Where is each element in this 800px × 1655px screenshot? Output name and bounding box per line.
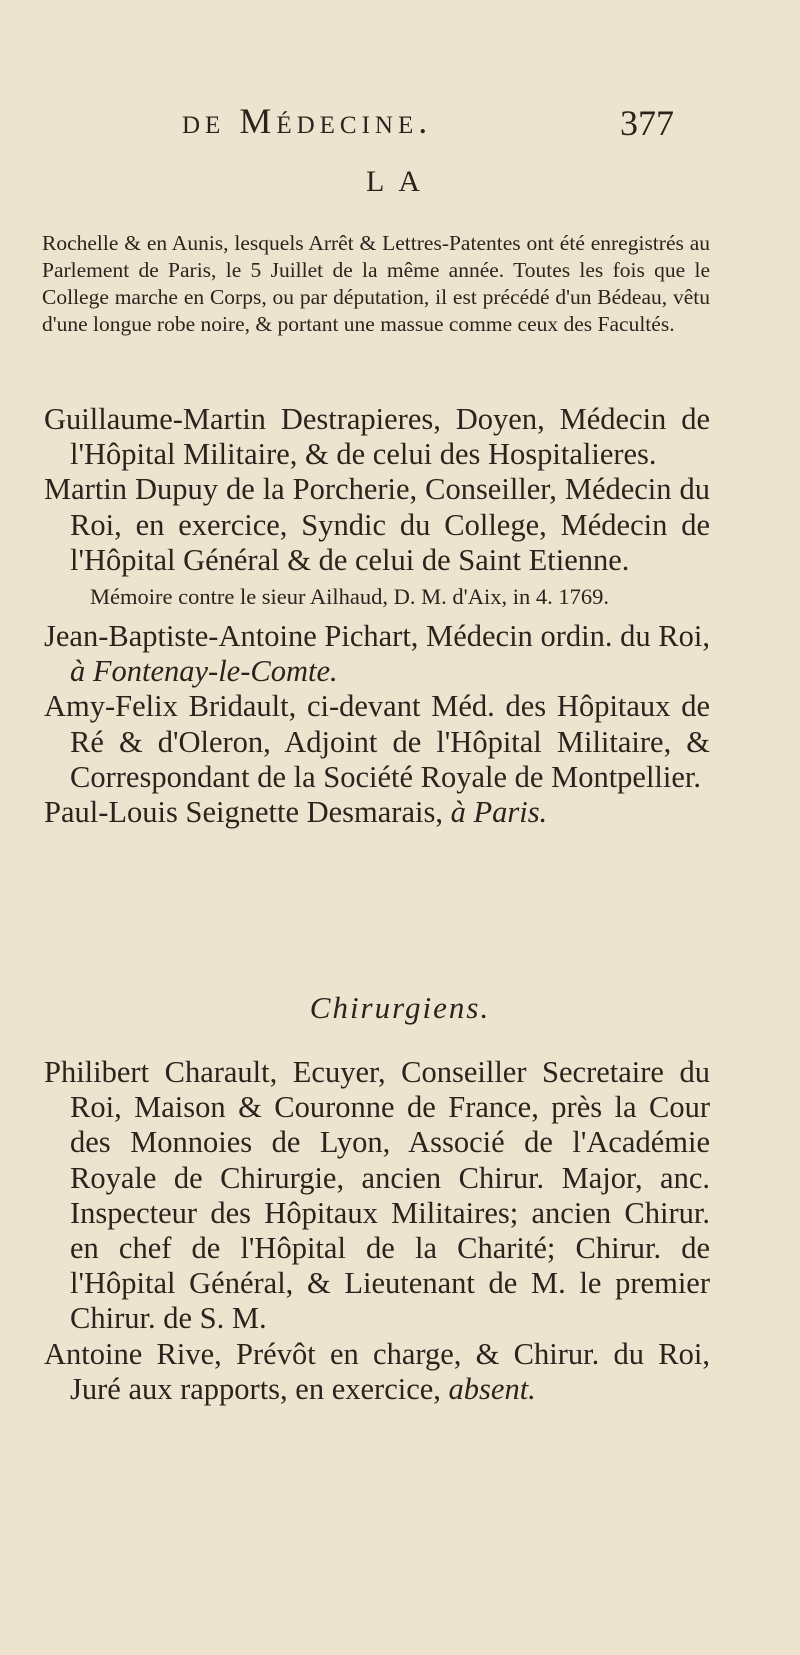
running-title: de Médecine.	[182, 101, 433, 141]
entry-pichart-place: à Fontenay-le-Comte.	[70, 654, 338, 689]
entry-pichart-text: Jean-Baptiste-Antoine Pichart, Médecin ordin. du Roi,	[44, 619, 710, 654]
physician-list	[44, 402, 710, 830]
entry-charault: Philibert Charault, Ecuyer, Conseiller Secretaire du Roi, Maison & Couronne de France, près la Cour des Monnoies de Lyon, Associé de l'Académie Royale de Chirurgie, ancien Chirur. Major, anc. Inspecteur des Hôpitaux Militaires; ancien Chirur. en chef de l'Hôpital de la Charité; Chirur. de l'Hôpital Général, & Lieutenant de M. le premier Chirur. de S. M.	[44, 1055, 710, 1336]
entry-bridault: Amy-Felix Bridault, ci-devant Méd. des Hôpitaux de Ré & d'Oleron, Adjoint de l'Hôpital Militaire, & Correspondant de la Société Royale de Montpellier.	[44, 689, 710, 794]
subheading-chirurgiens: Chirurgiens.	[309, 990, 491, 1025]
entry-rive-text: Antoine Rive, Prévôt en charge, & Chirur. du Roi, Juré aux rapports, en exercice,	[44, 1336, 710, 1406]
section-heading: LA	[366, 165, 434, 198]
entry-seignette-place: à Paris.	[450, 795, 548, 830]
entry-note-memoire: Mémoire contre le sieur Ailhaud, D. M. d'Aix, in 4. 1769.	[90, 584, 609, 610]
entry-rive	[44, 1337, 710, 1407]
page-number: 377	[620, 103, 674, 143]
entry-seignette-text: Paul-Louis Seignette Desmarais,	[44, 795, 451, 830]
entry-seignette	[44, 795, 710, 830]
entry-destrapieres: Guillaume-Martin Destrapieres, Doyen, Médecin de l'Hôpital Militaire, & de celui des Hospitalieres.	[44, 402, 710, 472]
surgeon-list	[44, 1055, 710, 1407]
entry-dupuy: Martin Dupuy de la Porcherie, Conseiller, Médecin du Roi, en exercice, Syndic du College, Médecin de l'Hôpital Général & de celui de Saint Etienne.	[44, 472, 710, 577]
intro-paragraph: Rochelle & en Aunis, lesquels Arrêt & Lettres-Patentes ont été enregistrés au Parlement de Paris, le 5 Juillet de la même année. Toutes les fois que le College marche en Corps, ou par députation, il est précédé d'un Bédeau, vêtu d'une longue robe noire, & portant une massue comme ceux des Facultés.	[42, 230, 710, 337]
entry-rive-status: absent.	[448, 1371, 536, 1406]
entry-pichart	[44, 619, 710, 689]
page-header	[0, 100, 800, 150]
